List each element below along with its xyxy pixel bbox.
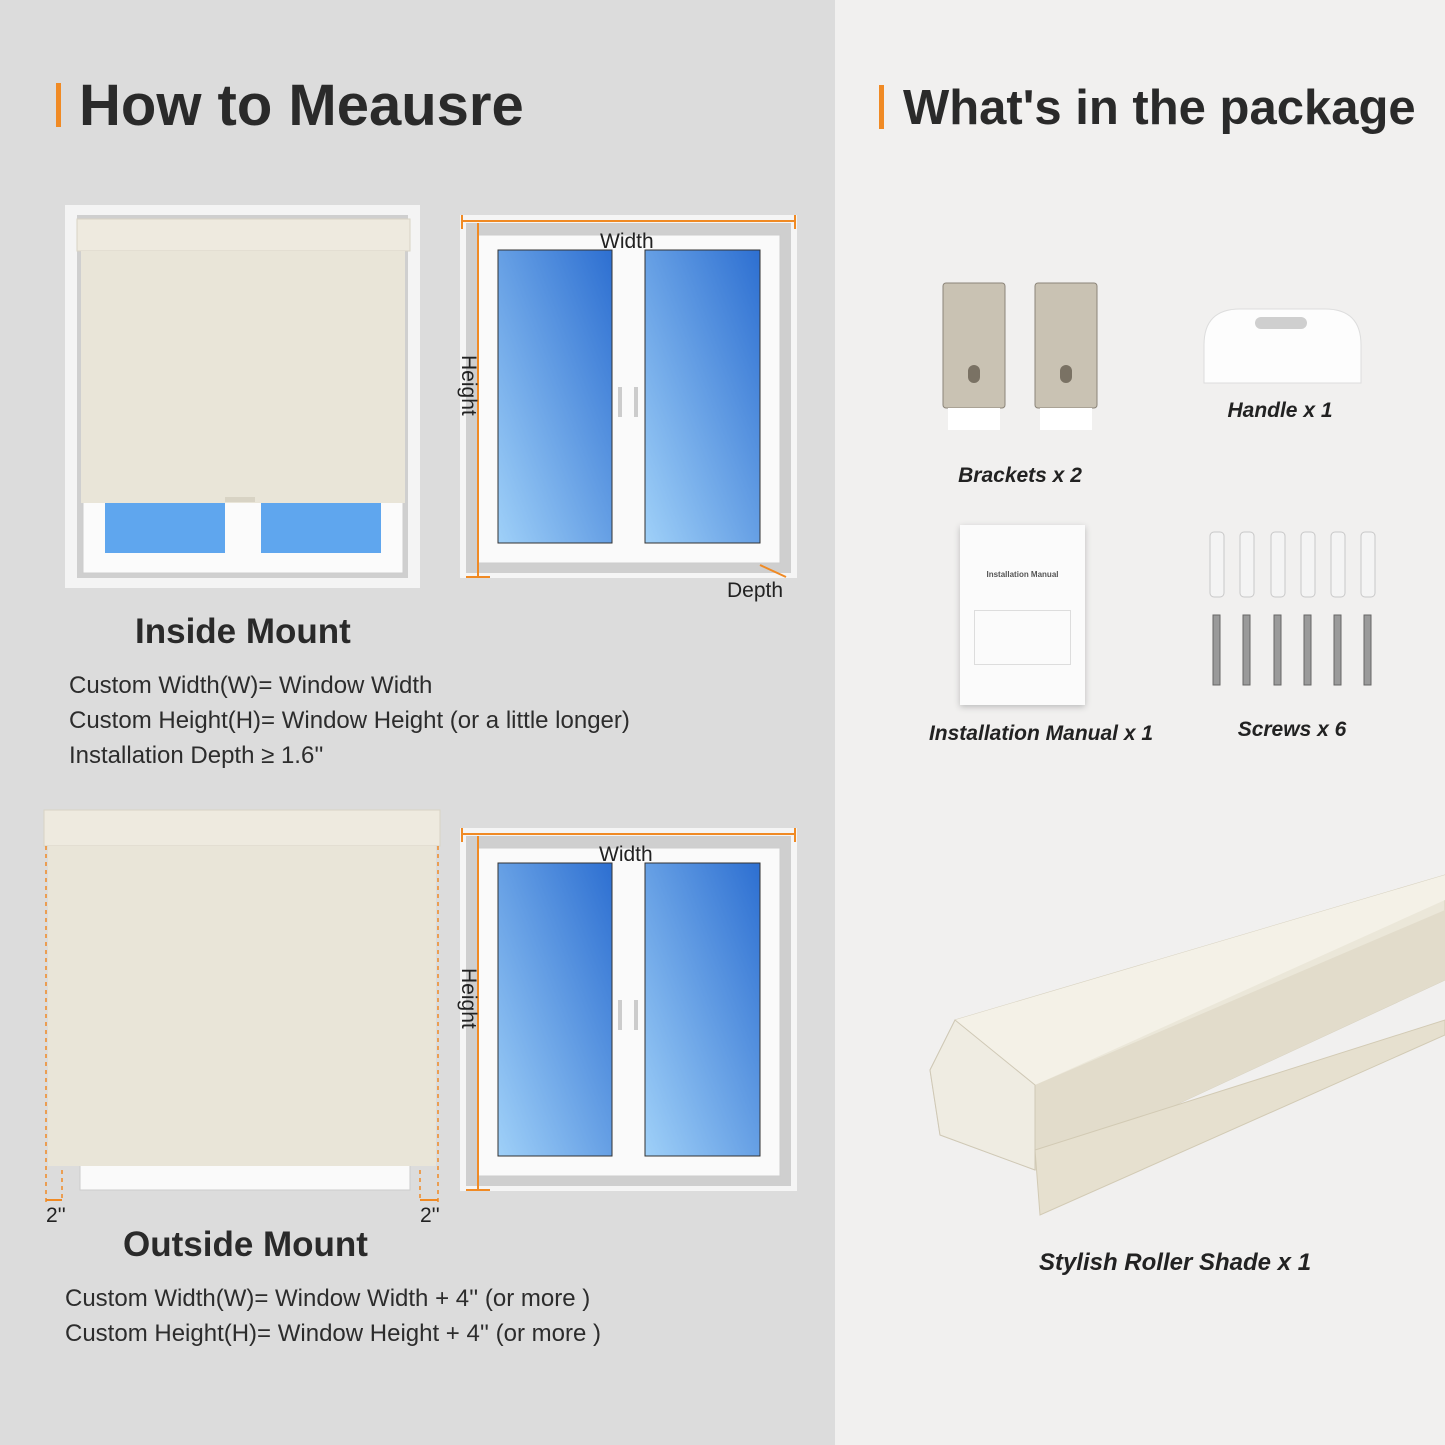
inside-mount-illustration (65, 205, 420, 588)
roller-shade-image (925, 870, 1445, 1220)
handle-image (1200, 305, 1365, 385)
left-margin-label: 2'' (46, 1204, 66, 1227)
manual-image (960, 525, 1085, 705)
outside-width-label: Width (599, 843, 653, 866)
outside-line-2: Custom Height(H)= Window Height + 4'' (or more ) (65, 1320, 602, 1347)
package-panel (835, 0, 1445, 1445)
package-title: What's in the package (903, 81, 1416, 135)
inside-line-3: Installation Depth ≥ 1.6'' (69, 742, 324, 769)
height-label: Height (457, 355, 480, 416)
outside-mount-illustration (44, 810, 440, 1210)
depth-label: Depth (727, 579, 784, 602)
outside-mount-heading: Outside Mount (123, 1225, 368, 1264)
manual-cover-text: Installation Manual (986, 570, 1059, 579)
page-title: How to Meausre (79, 73, 524, 138)
outside-line-1: Custom Width(W)= Window Width + 4'' (or more ) (65, 1285, 591, 1312)
width-label: Width (600, 230, 654, 253)
screws-image (1205, 530, 1380, 690)
accent-bar (879, 85, 884, 129)
screws-caption: Screws x 6 (1237, 718, 1347, 741)
inside-line-2: Custom Height(H)= Window Height (or a little longer) (69, 707, 630, 734)
manual-caption: Installation Manual x 1 (928, 722, 1154, 745)
right-margin-label: 2'' (420, 1204, 440, 1227)
inside-window-diagram (460, 215, 797, 578)
brackets-caption: Brackets x 2 (958, 464, 1082, 487)
outside-window-diagram (460, 828, 797, 1191)
handle-caption: Handle x 1 (1227, 399, 1333, 422)
inside-mount-heading: Inside Mount (135, 612, 351, 651)
brackets-image (940, 280, 1100, 435)
roller-shade-caption: Stylish Roller Shade x 1 (1038, 1249, 1312, 1276)
accent-bar (56, 83, 61, 127)
inside-line-1: Custom Width(W)= Window Width (69, 672, 433, 699)
outside-height-label: Height (457, 968, 480, 1029)
